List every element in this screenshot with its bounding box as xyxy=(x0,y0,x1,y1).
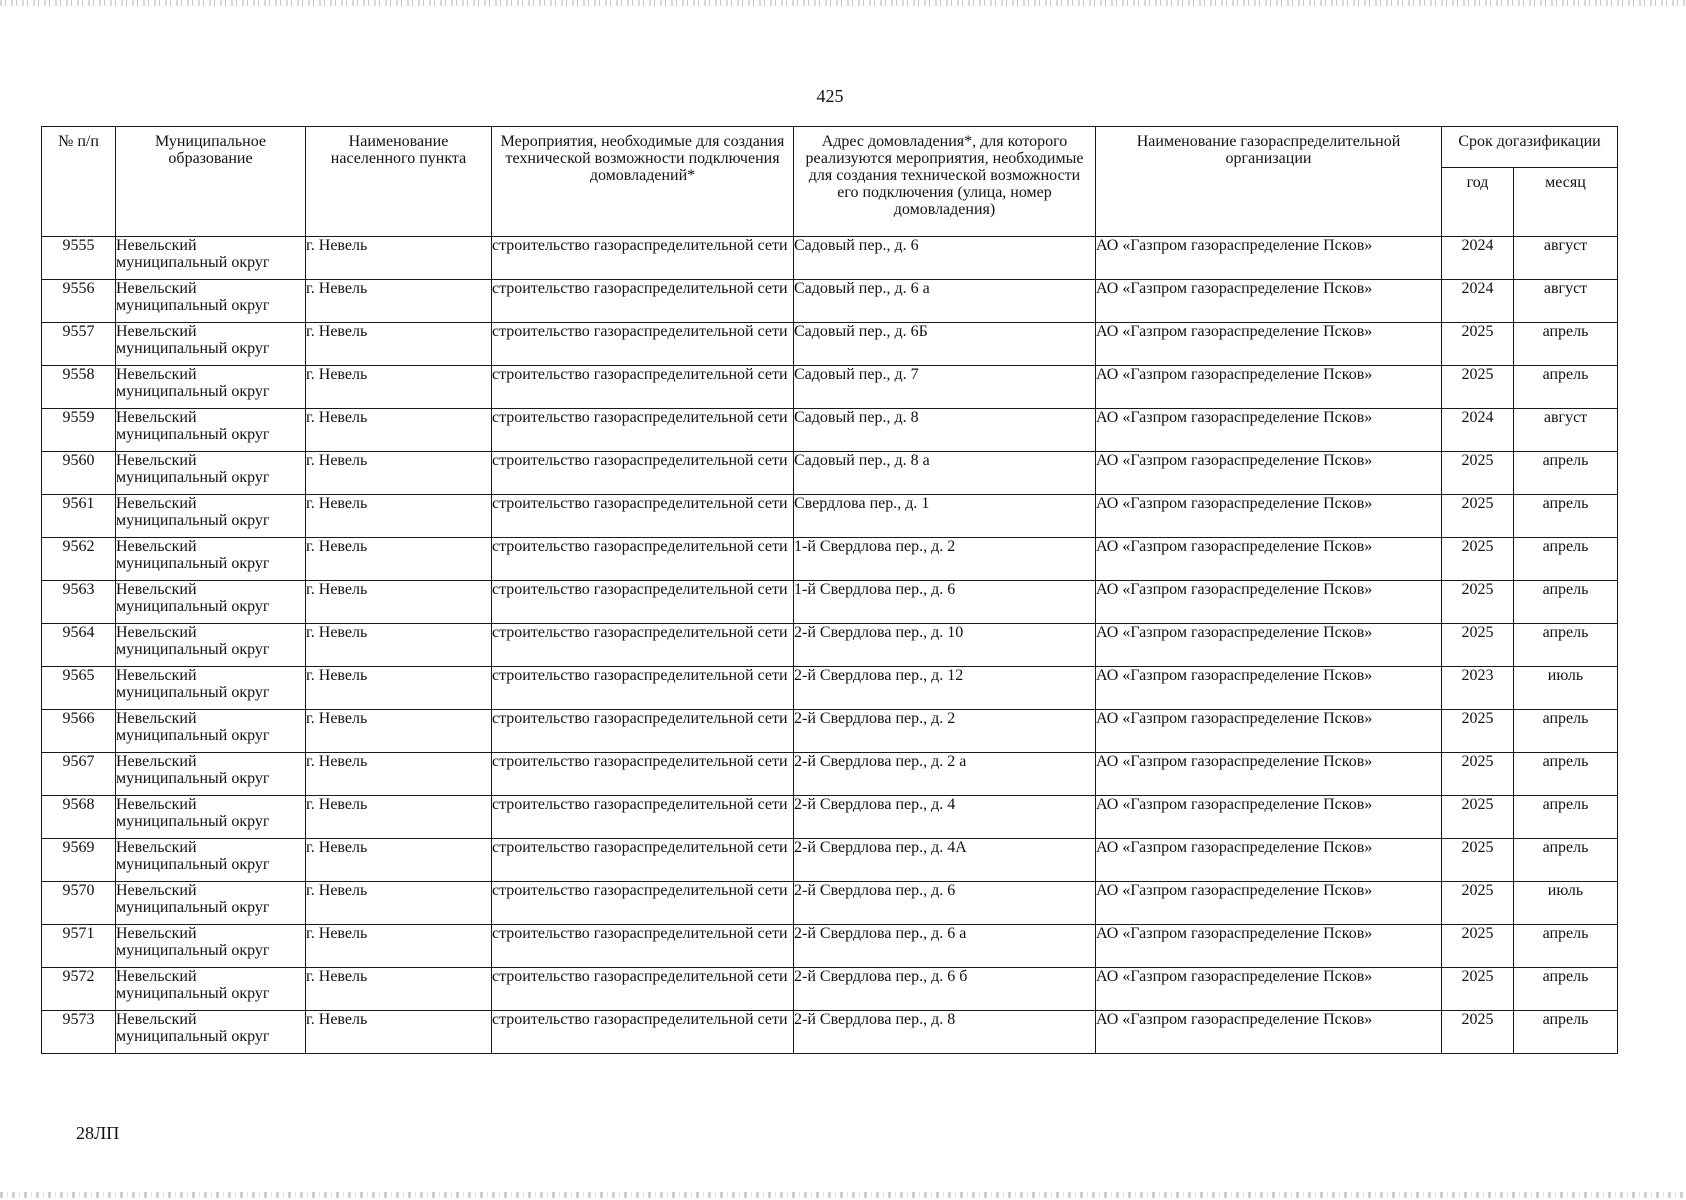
cell-month: апрель xyxy=(1514,1011,1618,1054)
cell-organization: АО «Газпром газораспределение Псков» xyxy=(1096,839,1442,882)
cell-num: 9557 xyxy=(42,323,116,366)
table-row xyxy=(42,495,1618,538)
cell-organization: АО «Газпром газораспределение Псков» xyxy=(1096,710,1442,753)
cell-num: 9573 xyxy=(42,1011,116,1054)
cell-address: 2-й Свердлова пер., д. 8 xyxy=(794,1011,1096,1054)
cell-year: 2024 xyxy=(1442,237,1514,280)
cell-organization: АО «Газпром газораспределение Псков» xyxy=(1096,796,1442,839)
table-row xyxy=(42,323,1618,366)
cell-settlement: г. Невель xyxy=(306,452,492,495)
cell-month: апрель xyxy=(1514,710,1618,753)
cell-month: апрель xyxy=(1514,495,1618,538)
cell-municipality: Невельский муниципальный округ xyxy=(116,624,306,667)
footer-code: 28ЛП xyxy=(76,1123,120,1143)
cell-settlement: г. Невель xyxy=(306,839,492,882)
cell-settlement: г. Невель xyxy=(306,237,492,280)
table-row xyxy=(42,452,1618,495)
cell-num: 9563 xyxy=(42,581,116,624)
cell-year: 2025 xyxy=(1442,452,1514,495)
header-municipality: Муниципальное образование xyxy=(116,127,306,237)
cell-event: строительство газораспределительной сети xyxy=(492,581,794,624)
cell-month: август xyxy=(1514,237,1618,280)
cell-num: 9555 xyxy=(42,237,116,280)
cell-municipality: Невельский муниципальный округ xyxy=(116,925,306,968)
cell-settlement: г. Невель xyxy=(306,925,492,968)
cell-settlement: г. Невель xyxy=(306,968,492,1011)
cell-municipality: Невельский муниципальный округ xyxy=(116,280,306,323)
cell-address: 1-й Свердлова пер., д. 2 xyxy=(794,538,1096,581)
cell-year: 2024 xyxy=(1442,409,1514,452)
cell-address: 2-й Свердлова пер., д. 2 а xyxy=(794,753,1096,796)
cell-organization: АО «Газпром газораспределение Псков» xyxy=(1096,1011,1442,1054)
cell-organization: АО «Газпром газораспределение Псков» xyxy=(1096,968,1442,1011)
cell-month: апрель xyxy=(1514,796,1618,839)
cell-settlement: г. Невель xyxy=(306,323,492,366)
table-row xyxy=(42,839,1618,882)
cell-settlement: г. Невель xyxy=(306,882,492,925)
cell-settlement: г. Невель xyxy=(306,624,492,667)
header-settlement: Наименование населенного пункта xyxy=(306,127,492,237)
cell-settlement: г. Невель xyxy=(306,366,492,409)
cell-settlement: г. Невель xyxy=(306,667,492,710)
cell-address: Садовый пер., д. 6Б xyxy=(794,323,1096,366)
cell-year: 2023 xyxy=(1442,667,1514,710)
cell-event: строительство газораспределительной сети xyxy=(492,237,794,280)
cell-year: 2025 xyxy=(1442,710,1514,753)
scan-edge-top xyxy=(0,0,1686,6)
cell-municipality: Невельский муниципальный округ xyxy=(116,710,306,753)
cell-num: 9561 xyxy=(42,495,116,538)
cell-municipality: Невельский муниципальный округ xyxy=(116,1011,306,1054)
cell-address: Садовый пер., д. 8 а xyxy=(794,452,1096,495)
cell-event: строительство газораспределительной сети xyxy=(492,495,794,538)
cell-month: апрель xyxy=(1514,753,1618,796)
cell-year: 2025 xyxy=(1442,581,1514,624)
gasification-table xyxy=(41,126,1618,1054)
cell-address: 2-й Свердлова пер., д. 4 xyxy=(794,796,1096,839)
cell-municipality: Невельский муниципальный округ xyxy=(116,667,306,710)
header-deadline: Срок догазификации xyxy=(1442,127,1618,168)
cell-event: строительство газораспределительной сети xyxy=(492,753,794,796)
cell-event: строительство газораспределительной сети xyxy=(492,796,794,839)
cell-num: 9572 xyxy=(42,968,116,1011)
cell-municipality: Невельский муниципальный округ xyxy=(116,409,306,452)
cell-year: 2025 xyxy=(1442,796,1514,839)
cell-settlement: г. Невель xyxy=(306,753,492,796)
cell-organization: АО «Газпром газораспределение Псков» xyxy=(1096,667,1442,710)
cell-year: 2025 xyxy=(1442,753,1514,796)
cell-organization: АО «Газпром газораспределение Псков» xyxy=(1096,925,1442,968)
cell-organization: АО «Газпром газораспределение Псков» xyxy=(1096,753,1442,796)
cell-address: Садовый пер., д. 7 xyxy=(794,366,1096,409)
cell-month: апрель xyxy=(1514,323,1618,366)
cell-year: 2025 xyxy=(1442,839,1514,882)
cell-month: апрель xyxy=(1514,925,1618,968)
header-event: Мероприятия, необходимые для создания технической возможности подключения домовладений* xyxy=(492,127,794,237)
cell-month: апрель xyxy=(1514,581,1618,624)
table-row xyxy=(42,796,1618,839)
cell-year: 2025 xyxy=(1442,968,1514,1011)
table-row xyxy=(42,237,1618,280)
cell-settlement: г. Невель xyxy=(306,495,492,538)
cell-num: 9559 xyxy=(42,409,116,452)
cell-num: 9566 xyxy=(42,710,116,753)
header-year: год xyxy=(1442,168,1514,237)
cell-year: 2024 xyxy=(1442,280,1514,323)
cell-settlement: г. Невель xyxy=(306,1011,492,1054)
cell-municipality: Невельский муниципальный округ xyxy=(116,366,306,409)
cell-event: строительство газораспределительной сети xyxy=(492,710,794,753)
table-row xyxy=(42,280,1618,323)
cell-address: 2-й Свердлова пер., д. 4А xyxy=(794,839,1096,882)
cell-event: строительство газораспределительной сети xyxy=(492,538,794,581)
cell-num: 9571 xyxy=(42,925,116,968)
cell-address: 1-й Свердлова пер., д. 6 xyxy=(794,581,1096,624)
cell-num: 9568 xyxy=(42,796,116,839)
cell-event: строительство газораспределительной сети xyxy=(492,280,794,323)
cell-organization: АО «Газпром газораспределение Псков» xyxy=(1096,280,1442,323)
cell-year: 2025 xyxy=(1442,925,1514,968)
page-number: 425 xyxy=(816,86,844,106)
table-row xyxy=(42,968,1618,1011)
table-row xyxy=(42,581,1618,624)
cell-address: Садовый пер., д. 6 xyxy=(794,237,1096,280)
cell-organization: АО «Газпром газораспределение Псков» xyxy=(1096,366,1442,409)
table-body xyxy=(42,237,1618,1054)
cell-municipality: Невельский муниципальный округ xyxy=(116,796,306,839)
cell-address: 2-й Свердлова пер., д. 10 xyxy=(794,624,1096,667)
cell-num: 9567 xyxy=(42,753,116,796)
header-organization: Наименование газораспределительной организации xyxy=(1096,127,1442,237)
header-num: № п/п xyxy=(42,127,116,237)
cell-month: апрель xyxy=(1514,538,1618,581)
cell-year: 2025 xyxy=(1442,495,1514,538)
cell-municipality: Невельский муниципальный округ xyxy=(116,839,306,882)
cell-settlement: г. Невель xyxy=(306,409,492,452)
table-row xyxy=(42,667,1618,710)
cell-event: строительство газораспределительной сети xyxy=(492,1011,794,1054)
cell-month: август xyxy=(1514,280,1618,323)
cell-year: 2025 xyxy=(1442,624,1514,667)
cell-municipality: Невельский муниципальный округ xyxy=(116,538,306,581)
cell-month: апрель xyxy=(1514,452,1618,495)
cell-num: 9562 xyxy=(42,538,116,581)
cell-settlement: г. Невель xyxy=(306,710,492,753)
scan-edge-bottom xyxy=(0,1192,1686,1198)
cell-event: строительство газораспределительной сети xyxy=(492,452,794,495)
cell-organization: АО «Газпром газораспределение Псков» xyxy=(1096,624,1442,667)
cell-event: строительство газораспределительной сети xyxy=(492,667,794,710)
cell-settlement: г. Невель xyxy=(306,280,492,323)
cell-event: строительство газораспределительной сети xyxy=(492,925,794,968)
cell-year: 2025 xyxy=(1442,538,1514,581)
table-header xyxy=(42,127,1618,237)
cell-organization: АО «Газпром газораспределение Псков» xyxy=(1096,581,1442,624)
cell-settlement: г. Невель xyxy=(306,581,492,624)
cell-num: 9560 xyxy=(42,452,116,495)
cell-municipality: Невельский муниципальный округ xyxy=(116,968,306,1011)
cell-municipality: Невельский муниципальный округ xyxy=(116,753,306,796)
cell-num: 9558 xyxy=(42,366,116,409)
header-month: месяц xyxy=(1514,168,1618,237)
cell-num: 9565 xyxy=(42,667,116,710)
table-row xyxy=(42,710,1618,753)
cell-year: 2025 xyxy=(1442,323,1514,366)
cell-municipality: Невельский муниципальный округ xyxy=(116,495,306,538)
cell-organization: АО «Газпром газораспределение Псков» xyxy=(1096,495,1442,538)
cell-municipality: Невельский муниципальный округ xyxy=(116,882,306,925)
cell-settlement: г. Невель xyxy=(306,538,492,581)
cell-year: 2025 xyxy=(1442,882,1514,925)
cell-organization: АО «Газпром газораспределение Псков» xyxy=(1096,409,1442,452)
header-address: Адрес домовладения*, для которого реализуются мероприятия, необходимые для создания технической возможности его подключения (улица, номер домовладения) xyxy=(794,127,1096,237)
table-row xyxy=(42,925,1618,968)
cell-month: апрель xyxy=(1514,839,1618,882)
cell-month: апрель xyxy=(1514,624,1618,667)
table-row xyxy=(42,882,1618,925)
cell-address: 2-й Свердлова пер., д. 6 б xyxy=(794,968,1096,1011)
cell-organization: АО «Газпром газораспределение Псков» xyxy=(1096,882,1442,925)
cell-address: 2-й Свердлова пер., д. 2 xyxy=(794,710,1096,753)
cell-municipality: Невельский муниципальный округ xyxy=(116,237,306,280)
cell-month: июль xyxy=(1514,667,1618,710)
cell-address: 2-й Свердлова пер., д. 6 xyxy=(794,882,1096,925)
cell-num: 9564 xyxy=(42,624,116,667)
cell-num: 9569 xyxy=(42,839,116,882)
cell-event: строительство газораспределительной сети xyxy=(492,366,794,409)
cell-organization: АО «Газпром газораспределение Псков» xyxy=(1096,323,1442,366)
table-row xyxy=(42,753,1618,796)
cell-num: 9570 xyxy=(42,882,116,925)
cell-event: строительство газораспределительной сети xyxy=(492,968,794,1011)
table-row xyxy=(42,1011,1618,1054)
cell-event: строительство газораспределительной сети xyxy=(492,323,794,366)
cell-event: строительство газораспределительной сети xyxy=(492,882,794,925)
cell-event: строительство газораспределительной сети xyxy=(492,409,794,452)
table-row xyxy=(42,409,1618,452)
cell-address: Садовый пер., д. 6 а xyxy=(794,280,1096,323)
cell-organization: АО «Газпром газораспределение Псков» xyxy=(1096,538,1442,581)
cell-organization: АО «Газпром газораспределение Псков» xyxy=(1096,452,1442,495)
cell-month: апрель xyxy=(1514,366,1618,409)
cell-address: 2-й Свердлова пер., д. 12 xyxy=(794,667,1096,710)
table-row xyxy=(42,366,1618,409)
cell-settlement: г. Невель xyxy=(306,796,492,839)
cell-month: август xyxy=(1514,409,1618,452)
cell-year: 2025 xyxy=(1442,1011,1514,1054)
cell-address: 2-й Свердлова пер., д. 6 а xyxy=(794,925,1096,968)
cell-municipality: Невельский муниципальный округ xyxy=(116,581,306,624)
cell-year: 2025 xyxy=(1442,366,1514,409)
table-row xyxy=(42,624,1618,667)
cell-event: строительство газораспределительной сети xyxy=(492,624,794,667)
cell-num: 9556 xyxy=(42,280,116,323)
cell-event: строительство газораспределительной сети xyxy=(492,839,794,882)
cell-month: июль xyxy=(1514,882,1618,925)
table-row xyxy=(42,538,1618,581)
cell-address: Садовый пер., д. 8 xyxy=(794,409,1096,452)
cell-organization: АО «Газпром газораспределение Псков» xyxy=(1096,237,1442,280)
cell-month: апрель xyxy=(1514,968,1618,1011)
cell-municipality: Невельский муниципальный округ xyxy=(116,323,306,366)
cell-address: Свердлова пер., д. 1 xyxy=(794,495,1096,538)
cell-municipality: Невельский муниципальный округ xyxy=(116,452,306,495)
